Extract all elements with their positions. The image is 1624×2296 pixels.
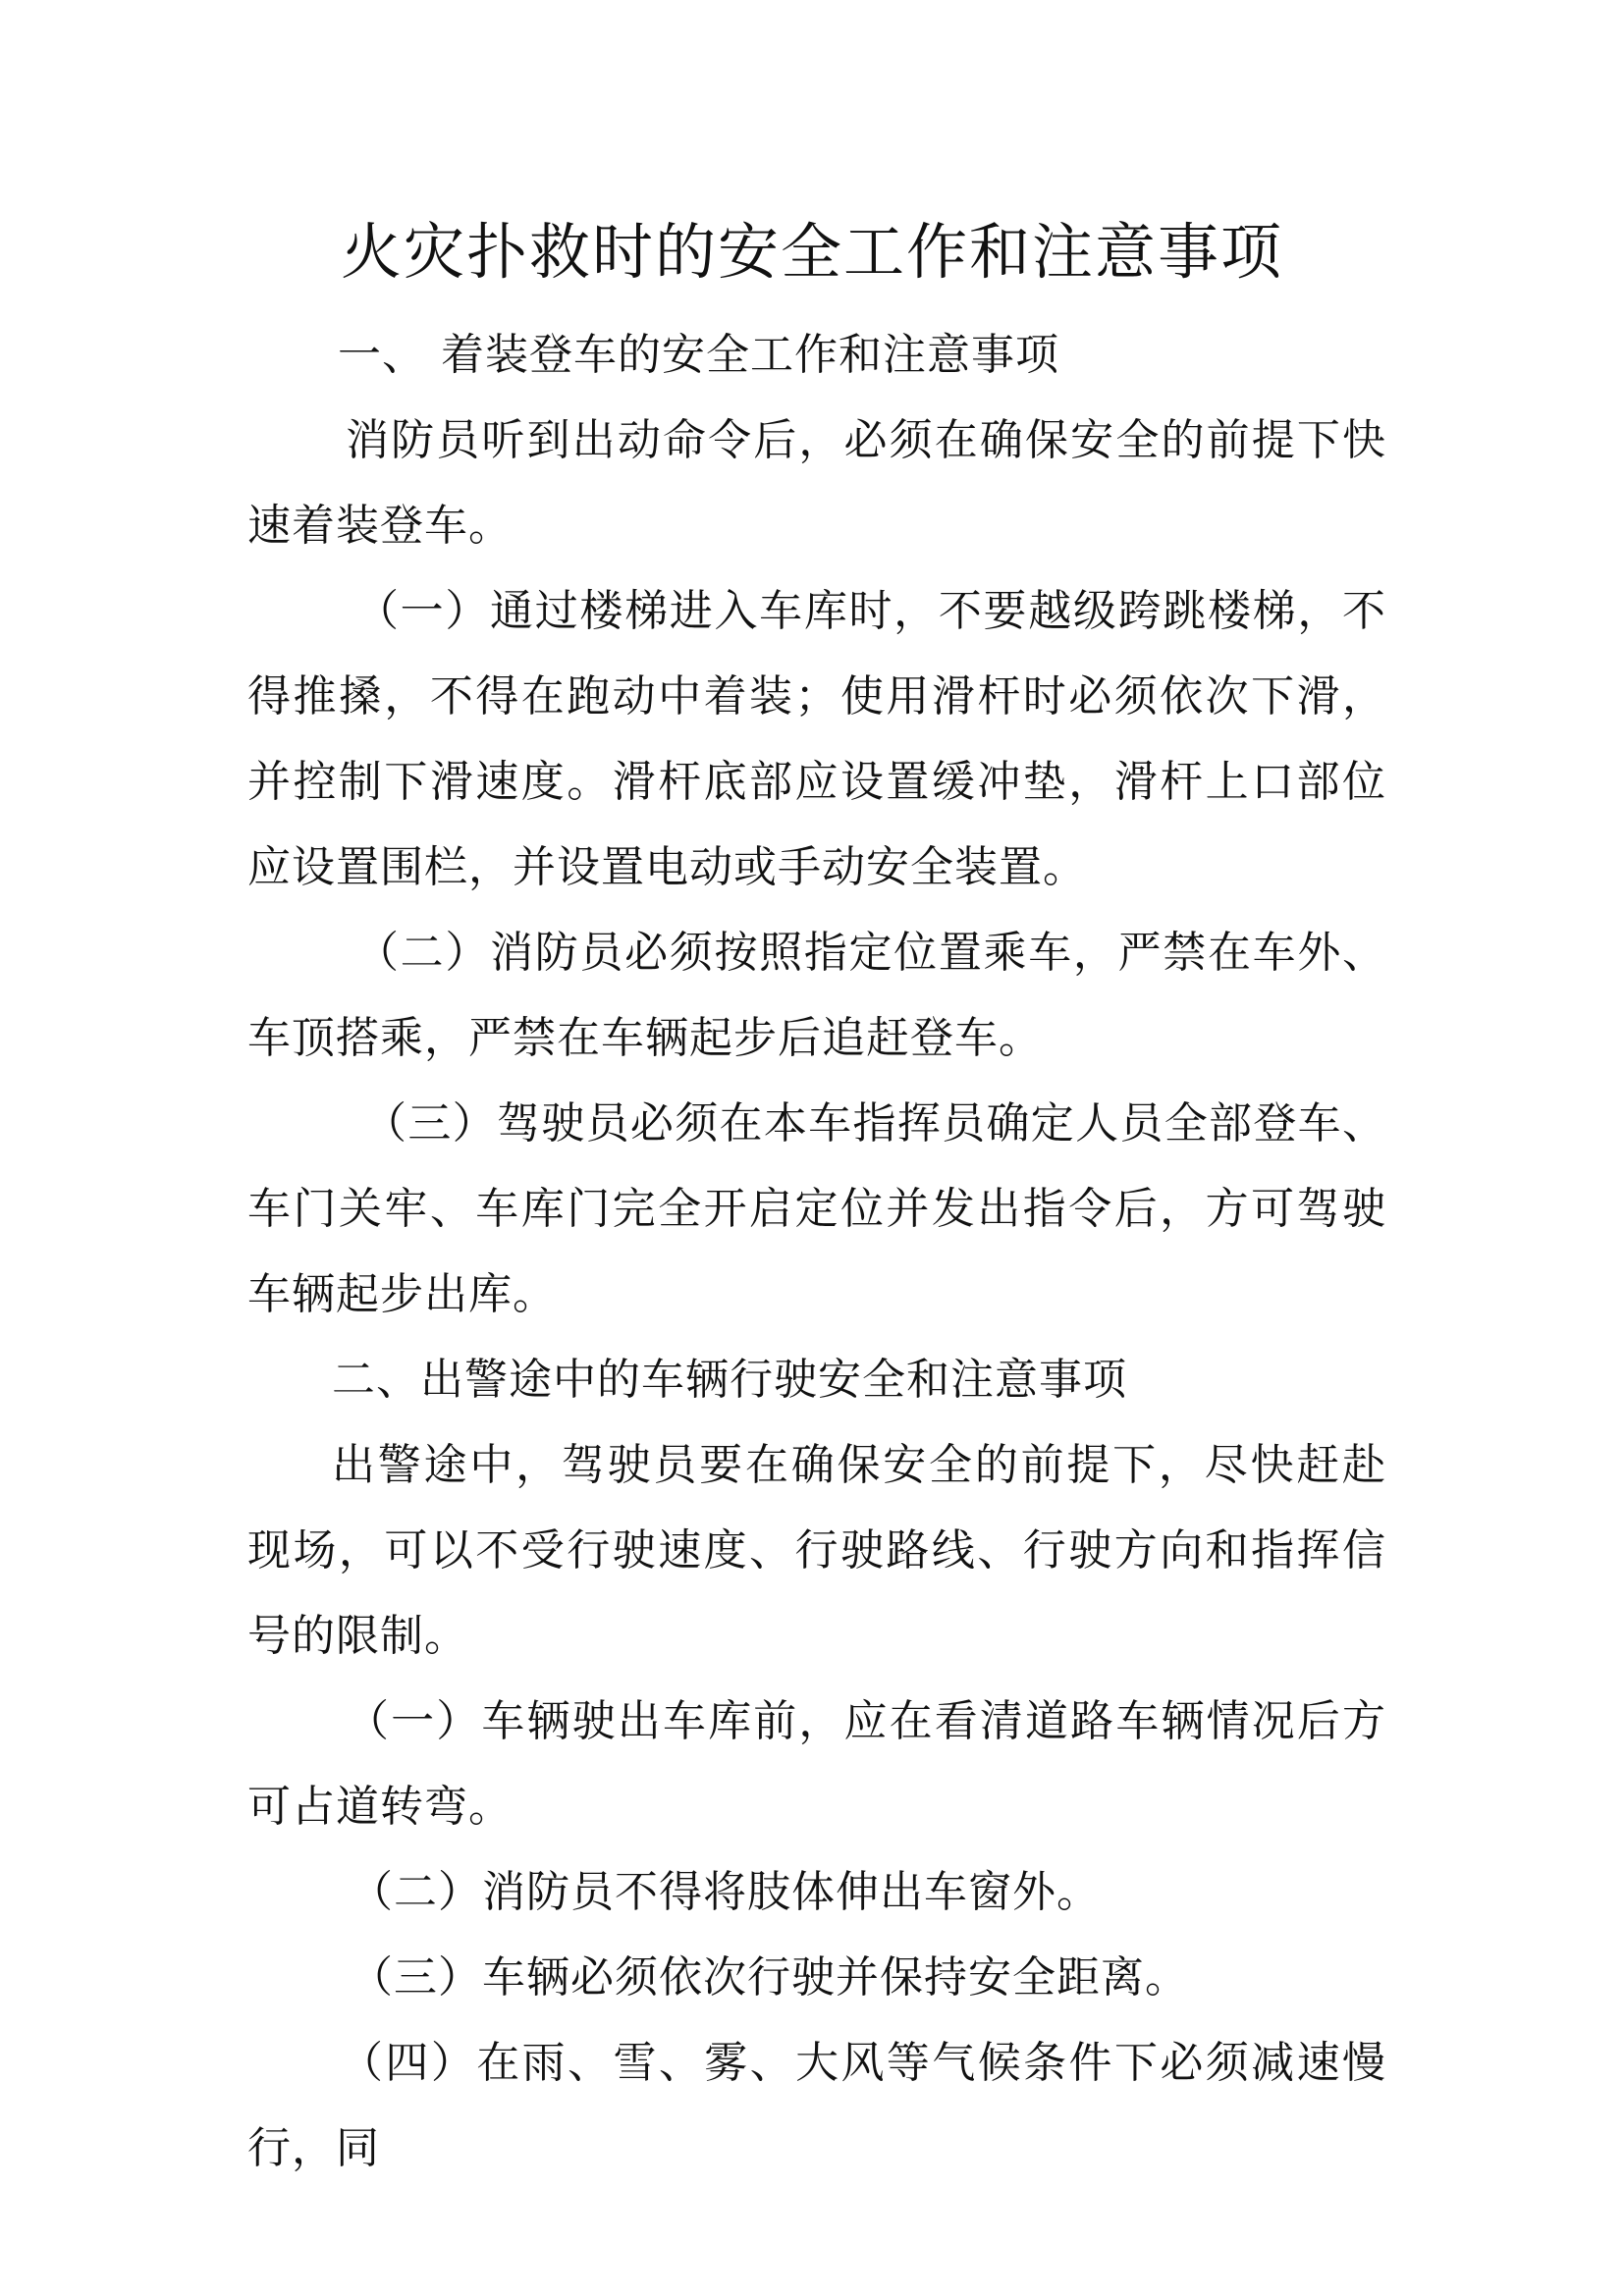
document-body [247,312,1386,2191]
paragraph-item-1-3: （三）驾驶员必须在本车指挥员确定人员全部登车、车门关牢、车库门完全开启定位并发出指令后，方可驾驶车辆起步出库。 [247,1098,1386,1319]
section-heading-2: 二、出警途中的车辆行驶安全和注意事项 [332,1355,1127,1405]
section-heading-1: 一、 着装登车的安全工作和注意事项 [338,330,1059,380]
paragraph-item-2-2: （二）消防员不得将肢体伸出车窗外。 [350,1867,1101,1917]
paragraph-intro-2: 出警途中，驾驶员要在确保安全的前提下，尽快赶赴现场，可以不受行驶速度、行驶路线、行驶方向和指挥信号的限制。 [247,1440,1386,1661]
paragraph-intro-1: 消防员听到出动命令后，必须在确保安全的前提下快速着装登车。 [247,415,1386,551]
paragraph-item-1-2: （二）消防员必须按照指定位置乘车，严禁在车外、车顶搭乘，严禁在车辆起步后追赶登车。 [247,928,1386,1063]
paragraph-item-2-1: （一）车辆驶出车库前，应在看清道路车辆情况后方可占道转弯。 [247,1696,1386,1832]
document-title: 火灾扑救时的安全工作和注意事项 [340,216,1283,288]
paragraph-item-1-1: （一）通过楼梯进入车库时，不要越级跨跳楼梯，不得推搡，不得在跑动中着装；使用滑杆时必须依次下滑，并控制下滑速度。滑杆底部应设置缓冲垫，滑杆上口部位应设置围栏，并设置电动或手动安全装置。 [247,586,1386,892]
paragraph-item-2-3: （三）车辆必须依次行驶并保持安全距离。 [350,1952,1189,2002]
paragraph-item-2-4: （四）在雨、雪、雾、大风等气候条件下必须减速慢行，同 [247,2038,1386,2173]
